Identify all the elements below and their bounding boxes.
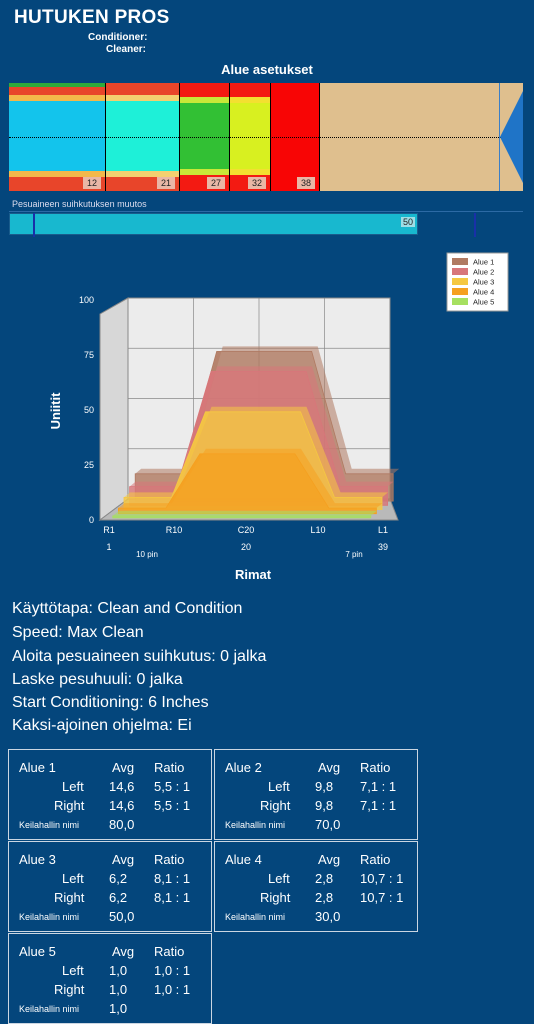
total-label: Keilahallin nimi <box>19 912 80 922</box>
zone-card-title: Alue 1 <box>19 760 56 775</box>
legend-label-1: Alue 1 <box>473 257 495 267</box>
y-tick-label: 0 <box>88 515 94 525</box>
legend-swatch-5 <box>452 298 468 305</box>
y-tick-label: 100 <box>78 295 94 305</box>
left-ratio: 8,1 : 1 <box>154 871 191 886</box>
y-tick-label: 75 <box>83 350 94 360</box>
total-value: 80,0 <box>109 817 135 832</box>
info-speed: Speed: Max Clean <box>12 624 144 641</box>
y-tick-label: 50 <box>83 405 94 415</box>
chart-side-wall <box>100 298 128 520</box>
info-mode: Käyttötapa: Clean and Condition <box>12 600 243 617</box>
avg-header: Avg <box>112 944 135 959</box>
injection-end-marker[interactable] <box>474 213 476 237</box>
ratio-header: Ratio <box>154 944 185 959</box>
lane-center-line <box>9 137 507 138</box>
right-label: Right <box>54 798 85 813</box>
left-label: Left <box>62 871 84 886</box>
avg-header: Avg <box>318 760 341 775</box>
cleaner-label: Cleaner: <box>106 44 147 55</box>
info-start-conditioning: Start Conditioning: 6 Inches <box>12 694 209 711</box>
conditioner-label: Conditioner: <box>88 32 148 43</box>
right-avg: 1,0 <box>109 982 128 997</box>
total-value: 30,0 <box>315 909 341 924</box>
right-label: Right <box>54 982 85 997</box>
avg-header: Avg <box>318 852 341 867</box>
x-tick-number: 39 <box>377 542 389 552</box>
left-label: Left <box>268 779 290 794</box>
zone-card-title: Alue 4 <box>225 852 262 867</box>
x-tick-number: 1 <box>106 542 112 552</box>
page-title: HUTUKEN PROS <box>14 7 170 28</box>
injection-start-marker[interactable] <box>33 213 35 237</box>
right-label: Right <box>54 890 85 905</box>
ratio-header: Ratio <box>360 852 391 867</box>
x-tick-label: C20 <box>237 525 255 535</box>
zone-card-title: Alue 5 <box>19 944 56 959</box>
right-avg: 14,6 <box>109 798 135 813</box>
zone-segment-1-label: 12 <box>83 177 101 189</box>
zone-card-title: Alue 2 <box>225 760 262 775</box>
info-two-pass: Kaksi-ajoinen ohjelma: Ei <box>12 717 192 734</box>
legend-label-4: Alue 4 <box>473 287 495 297</box>
right-ratio: 10,7 : 1 <box>360 890 404 905</box>
y-axis-label: Uniitit <box>48 392 63 430</box>
zone-card-4 <box>214 841 418 932</box>
avg-header: Avg <box>112 852 135 867</box>
legend-swatch-4 <box>452 288 468 295</box>
injection-label: Pesuaineen suihkutuksen muutos <box>12 199 147 209</box>
zone-card-2 <box>214 749 418 840</box>
zone-card-1 <box>8 749 212 840</box>
zone-segment-2-label: 21 <box>157 177 175 189</box>
info-start-injection: Aloita pesuaineen suihkutus: 0 jalka <box>12 648 267 665</box>
total-value: 50,0 <box>109 909 135 924</box>
ratio-header: Ratio <box>360 760 391 775</box>
right-label: Right <box>260 798 291 813</box>
x-axis-label: Rimat <box>234 567 272 582</box>
x-tick-label: R1 <box>103 525 115 535</box>
right-ratio: 1,0 : 1 <box>154 982 191 997</box>
avg-header: Avg <box>112 760 135 775</box>
y-tick-label: 25 <box>83 460 94 470</box>
ratio-header: Ratio <box>154 760 185 775</box>
legend-label-3: Alue 3 <box>473 277 495 287</box>
right-ratio: 5,5 : 1 <box>154 798 191 813</box>
total-label: Keilahallin nimi <box>225 912 286 922</box>
right-ratio: 7,1 : 1 <box>360 798 397 813</box>
legend-swatch-3 <box>452 278 468 285</box>
left-label: Left <box>62 779 84 794</box>
x-sub-label: 10 pin <box>136 550 158 559</box>
x-tick-label: L10 <box>310 525 326 535</box>
lane-arrow-icon <box>500 83 523 191</box>
left-ratio: 5,5 : 1 <box>154 779 191 794</box>
legend-swatch-1 <box>452 258 468 265</box>
zone-card-3 <box>8 841 212 932</box>
injection-value: 50 <box>403 217 414 227</box>
left-avg: 1,0 <box>109 963 128 978</box>
ratio-header: Ratio <box>154 852 185 867</box>
oil-pattern-chart <box>0 248 534 588</box>
zone-card-5 <box>8 933 212 1024</box>
legend-label-5: Alue 5 <box>473 297 495 307</box>
x-tick-label: R10 <box>165 525 183 535</box>
zone-settings-title: Alue asetukset <box>221 62 313 77</box>
right-avg: 2,8 <box>315 890 334 905</box>
total-label: Keilahallin nimi <box>19 820 80 830</box>
left-avg: 6,2 <box>109 871 128 886</box>
total-value: 70,0 <box>315 817 341 832</box>
zone-segment-4-label: 32 <box>248 177 266 189</box>
left-ratio: 1,0 : 1 <box>154 963 191 978</box>
legend-label-2: Alue 2 <box>473 267 495 277</box>
left-label: Left <box>62 963 84 978</box>
zone-settings-bar[interactable] <box>9 83 523 191</box>
legend-swatch-2 <box>452 268 468 275</box>
x-tick-number: 20 <box>240 542 252 552</box>
right-label: Right <box>260 890 291 905</box>
series-top-5 <box>113 511 377 516</box>
x-sub-label: 7 pin <box>345 550 363 559</box>
injection-bar[interactable] <box>9 213 418 235</box>
left-avg: 14,6 <box>109 779 135 794</box>
x-tick-label: L1 <box>377 525 389 535</box>
right-avg: 9,8 <box>315 798 334 813</box>
total-value: 1,0 <box>109 1001 128 1016</box>
series-area-5 <box>113 516 371 518</box>
injection-divider <box>9 211 523 212</box>
left-ratio: 10,7 : 1 <box>360 871 404 886</box>
zone-card-title: Alue 3 <box>19 852 56 867</box>
zone-segment-3-label: 27 <box>207 177 225 189</box>
left-avg: 2,8 <box>315 871 334 886</box>
left-avg: 9,8 <box>315 779 334 794</box>
total-label: Keilahallin nimi <box>19 1004 80 1014</box>
zone-segment-5-label: 38 <box>297 177 315 189</box>
info-lower-buffer: Laske pesuhuuli: 0 jalka <box>12 671 183 688</box>
right-ratio: 8,1 : 1 <box>154 890 191 905</box>
total-label: Keilahallin nimi <box>225 820 286 830</box>
left-ratio: 7,1 : 1 <box>360 779 397 794</box>
left-label: Left <box>268 871 290 886</box>
right-avg: 6,2 <box>109 890 128 905</box>
